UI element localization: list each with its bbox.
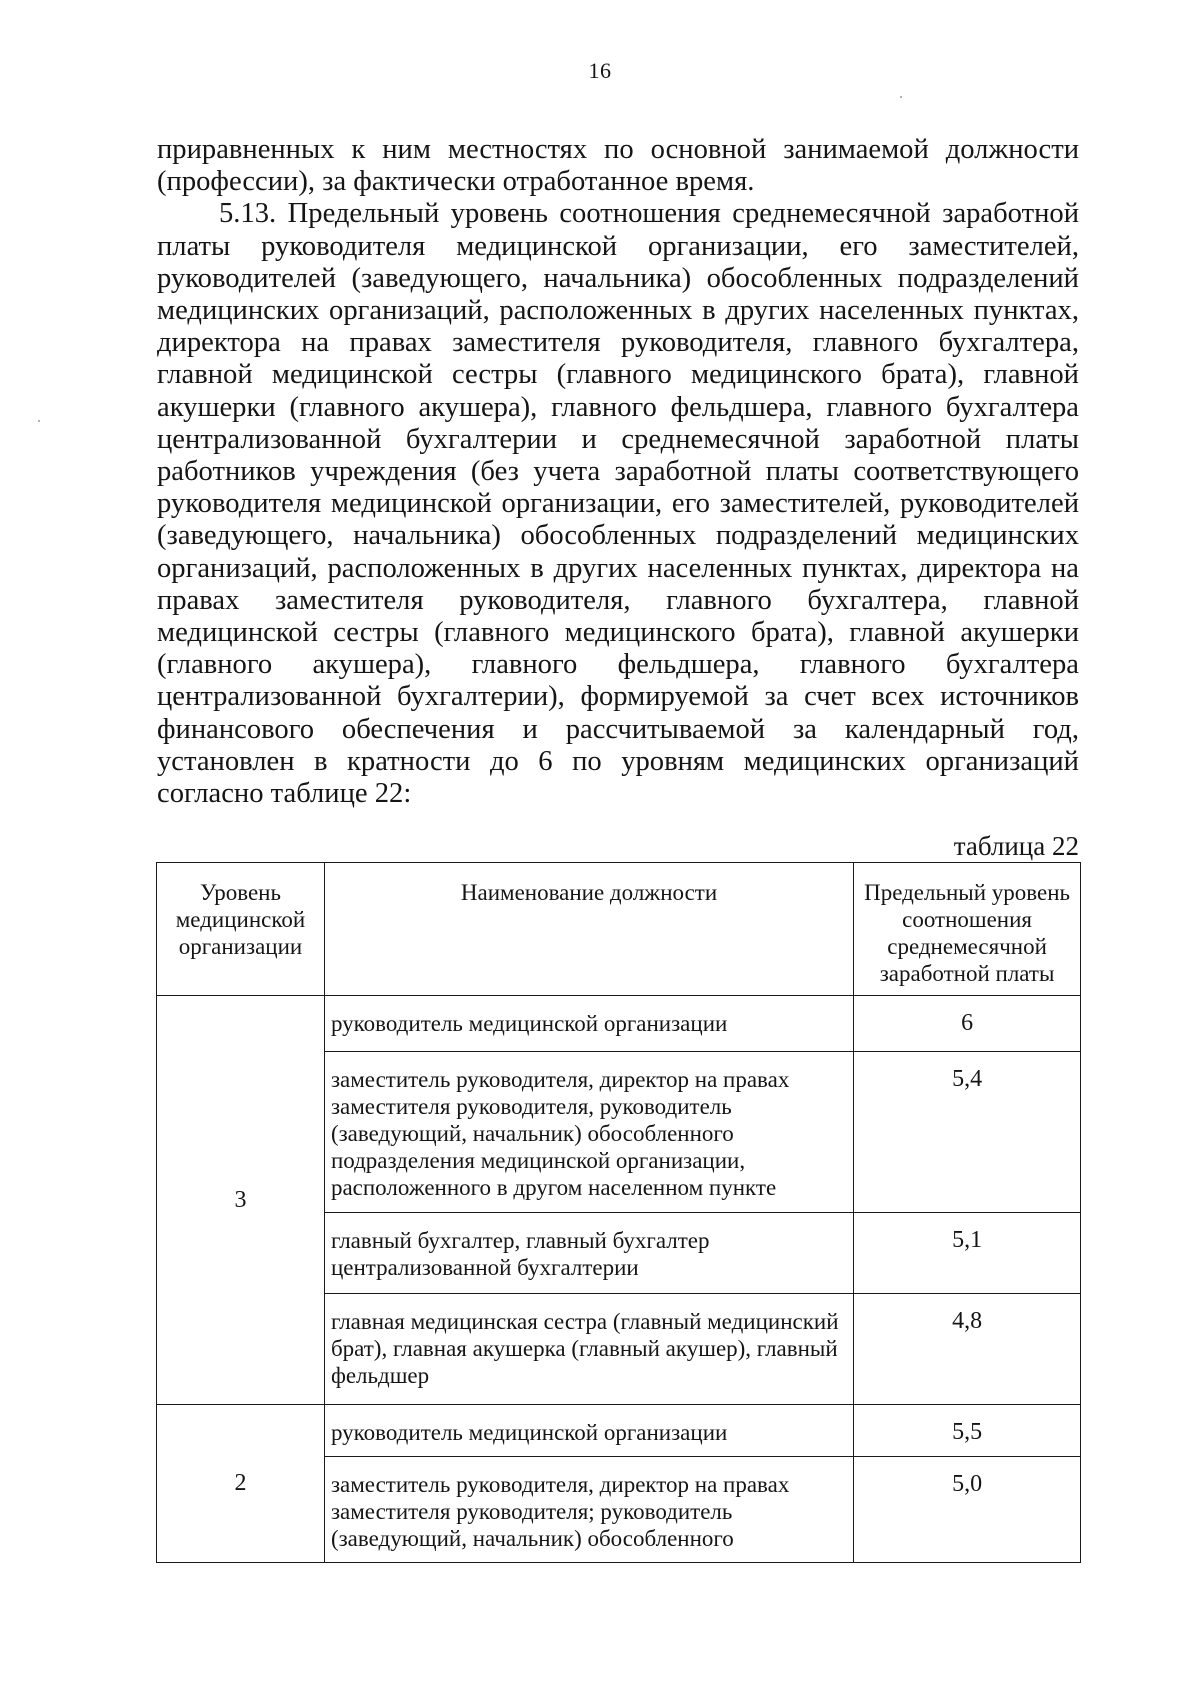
header-position: Наименование должности: [324, 863, 853, 996]
position-cell: заместитель руководителя, директор на правах заместителя руководителя; руководитель (заведующий, начальник) обособленного: [324, 1457, 853, 1563]
body-text: [157, 134, 1079, 810]
position-cell: заместитель руководителя, директор на правах заместителя руководителя, руководитель (заведующий, начальник) обособленного подразделения медицинской организации, расположенного в другом населенном пункте: [324, 1052, 853, 1213]
ratio-cell: 6: [854, 996, 1081, 1052]
paragraph-continuation: приравненных к ним местностях по основной занимаемой должности (профессии), за фактически отработанное время.: [157, 134, 1079, 198]
ratio-cell: 5,4: [854, 1052, 1081, 1213]
paragraph-5-13: 5.13. Предельный уровень соотношения среднемесячной заработной платы руководителя медицинской организации, его заместителей, руководителей (заведующего, начальника) обособленных подразделений медицинских организаций, расположенных в других населенных пунктах, директора на правах заместителя руководителя, главного бухгалтера, главной медицинской сестры (главного медицинского брата), главной акушерки (главного акушера), главного фельдшера, главного бухгалтера централизованной бухгалтерии и среднемесячной заработной платы работников учреждения (без учета заработной платы соответствующего руководителя медицинской организации, его заместителей, руководителей (заведующего, начальника) обособленных подразделений медицинских организаций, расположенных в других населенных пунктах, директора на правах заместителя руководителя, главного бухгалтера, главной медицинской сестры (главного медицинского брата), главной акушерки (главного акушера), главного фельдшера, главного бухгалтера централизованной бухгалтерии), формируемой за счет всех источников финансового обеспечения и рассчитываемой за календарный год, установлен в кратности до 6 по уровням медицинских организаций согласно таблице 22:: [157, 198, 1079, 810]
table-caption: таблица 22: [953, 831, 1079, 861]
salary-ratio-table: [156, 862, 1081, 1563]
ratio-cell: 5,5: [854, 1405, 1081, 1457]
page-number: 16: [588, 58, 612, 83]
scan-speck: [38, 420, 40, 422]
position-cell: главная медицинская сестра (главный медицинский брат), главная акушерка (главный акушер), главный фельдшер: [324, 1294, 853, 1405]
table-row: [157, 996, 1081, 1052]
position-cell: руководитель медицинской организации: [324, 996, 853, 1052]
header-ratio: Предельный уровень соотношения среднемесячной заработной платы: [854, 863, 1081, 996]
level-cell: 2: [157, 1405, 325, 1563]
ratio-cell: 5,1: [854, 1213, 1081, 1294]
ratio-cell: 5,0: [854, 1457, 1081, 1563]
table-header-row: [157, 863, 1081, 996]
table-row: [157, 1405, 1081, 1457]
header-level: Уровень медицинской организации: [157, 863, 325, 996]
ratio-cell: 4,8: [854, 1294, 1081, 1405]
level-cell: 3: [157, 996, 325, 1405]
scan-speck: [900, 96, 902, 98]
position-cell: руководитель медицинской организации: [324, 1405, 853, 1457]
position-cell: главный бухгалтер, главный бухгалтер централизованной бухгалтерии: [324, 1213, 853, 1294]
